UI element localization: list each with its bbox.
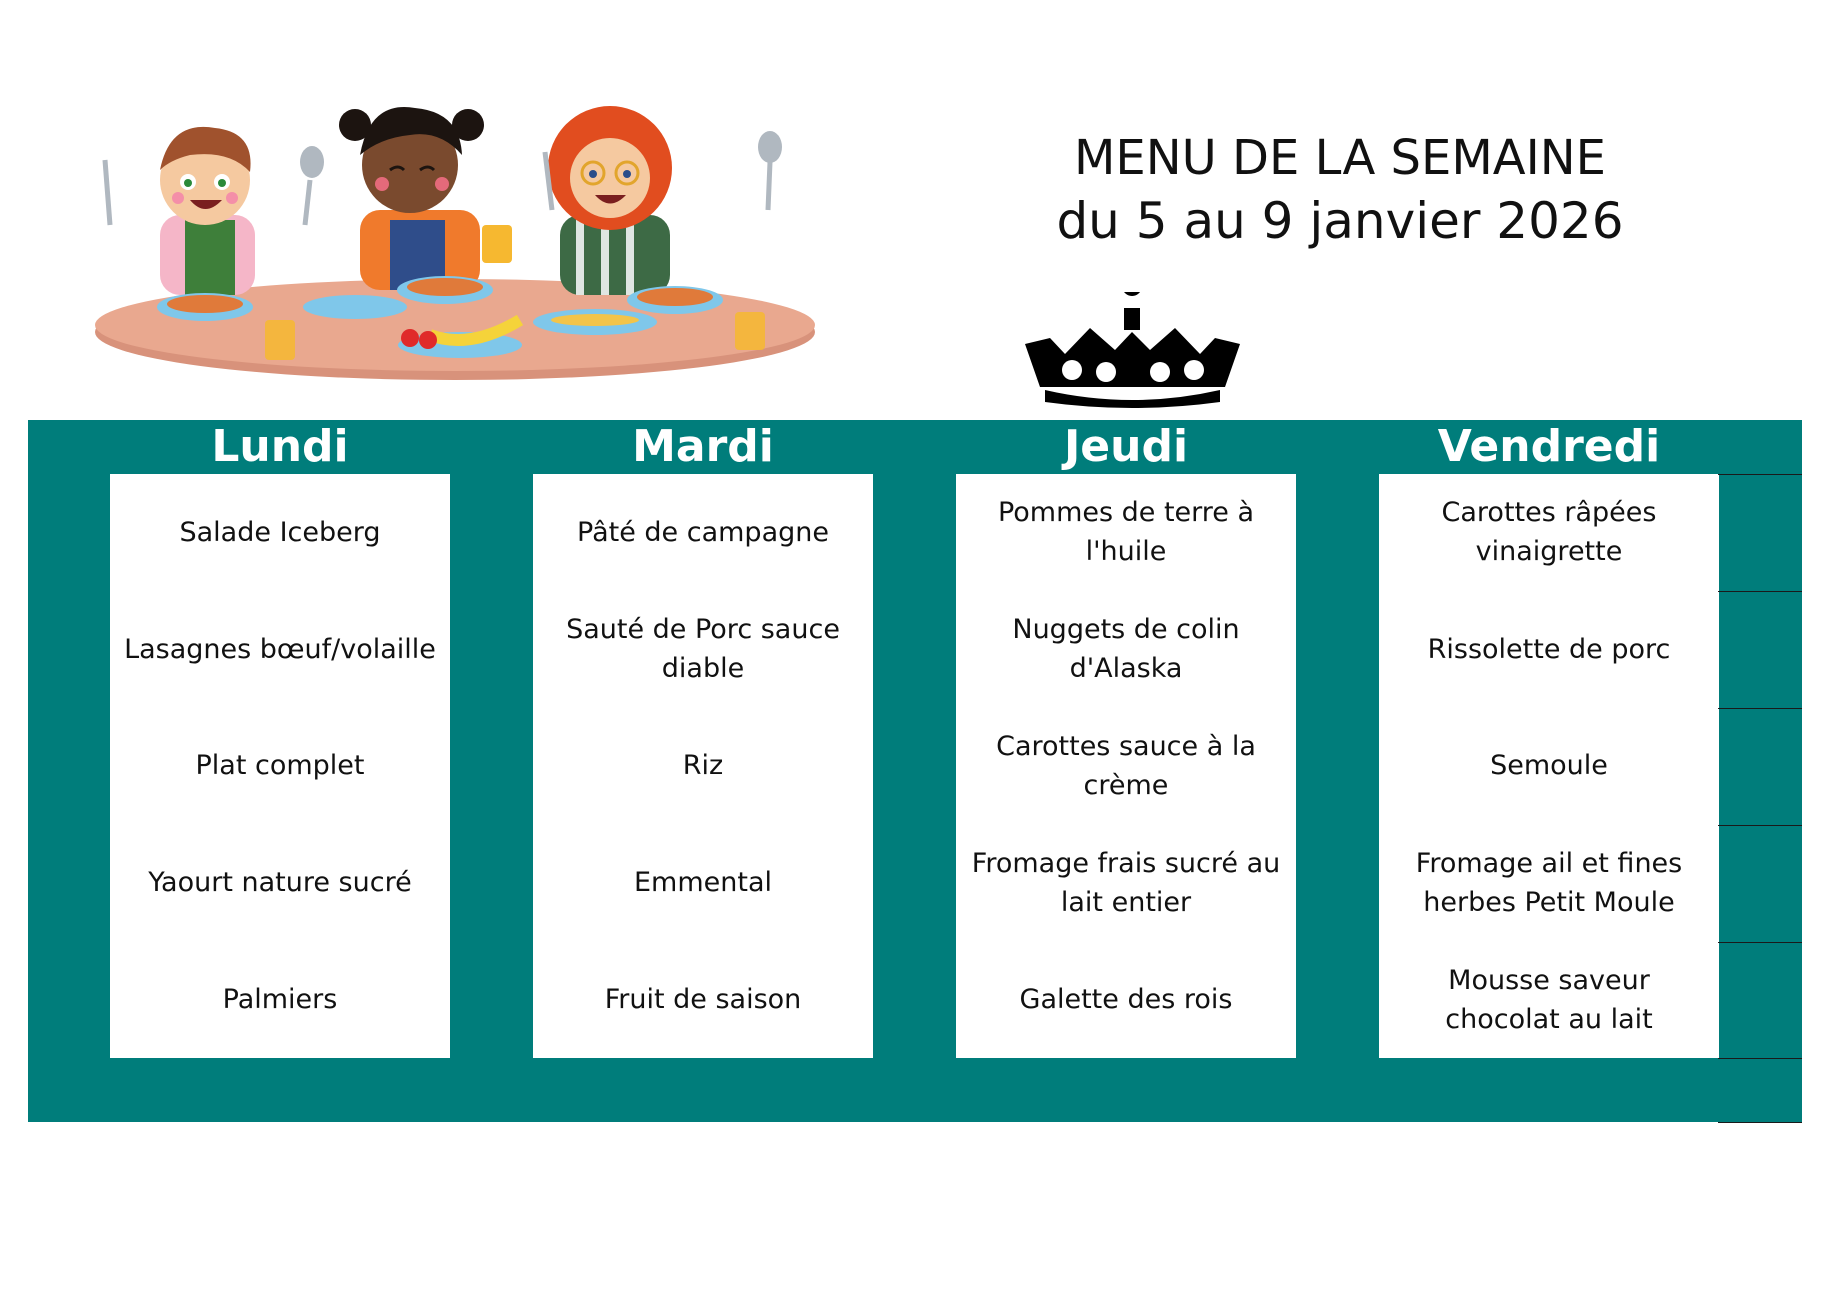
dish-vendredi-3: Semoule <box>1490 750 1608 782</box>
dish-mardi-5: Fruit de saison <box>604 984 802 1016</box>
dish-lundi-2: Lasagnes bœuf/volaille <box>124 633 436 665</box>
dish-lundi-3: Plat complet <box>195 750 365 782</box>
child-left-figure <box>105 127 324 295</box>
dish-lundi-4: Yaourt nature sucré <box>148 867 412 899</box>
dish-jeudi-3: Carottes sauce à la crème <box>996 730 1256 801</box>
dish-vendredi-2: Rissolette de porc <box>1427 633 1671 665</box>
row-divider <box>1718 591 1802 592</box>
child-middle-figure <box>339 107 512 290</box>
children-eating-illustration <box>90 100 830 400</box>
dish-lundi-1: Salade Iceberg <box>179 516 381 548</box>
row-divider <box>1718 1058 1802 1059</box>
dish-jeudi-2: Nuggets de colin d'Alaska <box>1012 614 1240 685</box>
day-header-jeudi: Jeudi <box>1063 421 1189 472</box>
day-header-vendredi: Vendredi <box>1437 421 1661 472</box>
dish-mardi-4: Emmental <box>633 867 773 899</box>
dish-vendredi-1: Carottes râpées vinaigrette <box>1441 497 1657 568</box>
day-column-jeudi <box>956 474 1296 1058</box>
day-header-lundi: Lundi <box>211 421 349 472</box>
dish-vendredi-5: Mousse saveur chocolat au lait <box>1445 964 1653 1035</box>
day-column-vendredi <box>1379 474 1719 1058</box>
menu-date-range: du 5 au 9 janvier 2026 <box>1056 192 1624 251</box>
day-header-mardi: Mardi <box>632 421 774 472</box>
menu-title-line1: MENU DE LA SEMAINE <box>1074 130 1606 186</box>
crown-icon <box>1020 292 1245 410</box>
dish-jeudi-1: Pommes de terre à l'huile <box>997 497 1255 568</box>
row-divider <box>1718 708 1802 709</box>
dish-lundi-5: Palmiers <box>222 984 338 1016</box>
dish-vendredi-4: Fromage ail et fines herbes Petit Moule <box>1415 847 1683 918</box>
row-divider <box>1718 942 1802 943</box>
dish-mardi-3: Riz <box>682 750 724 782</box>
row-divider <box>1718 1122 1802 1123</box>
dish-mardi-2: Sauté de Porc sauce diable <box>566 614 840 685</box>
day-column-mardi <box>533 474 873 1058</box>
child-right-figure <box>545 106 782 295</box>
day-column-lundi <box>110 474 450 1058</box>
dish-jeudi-4: Fromage frais sucré au lait entier <box>971 847 1281 918</box>
row-divider <box>1718 474 1802 475</box>
row-divider <box>1718 825 1802 826</box>
menu-title <box>1040 128 1640 253</box>
dish-mardi-1: Pâté de campagne <box>577 516 829 548</box>
dish-jeudi-5: Galette des rois <box>1019 984 1233 1016</box>
